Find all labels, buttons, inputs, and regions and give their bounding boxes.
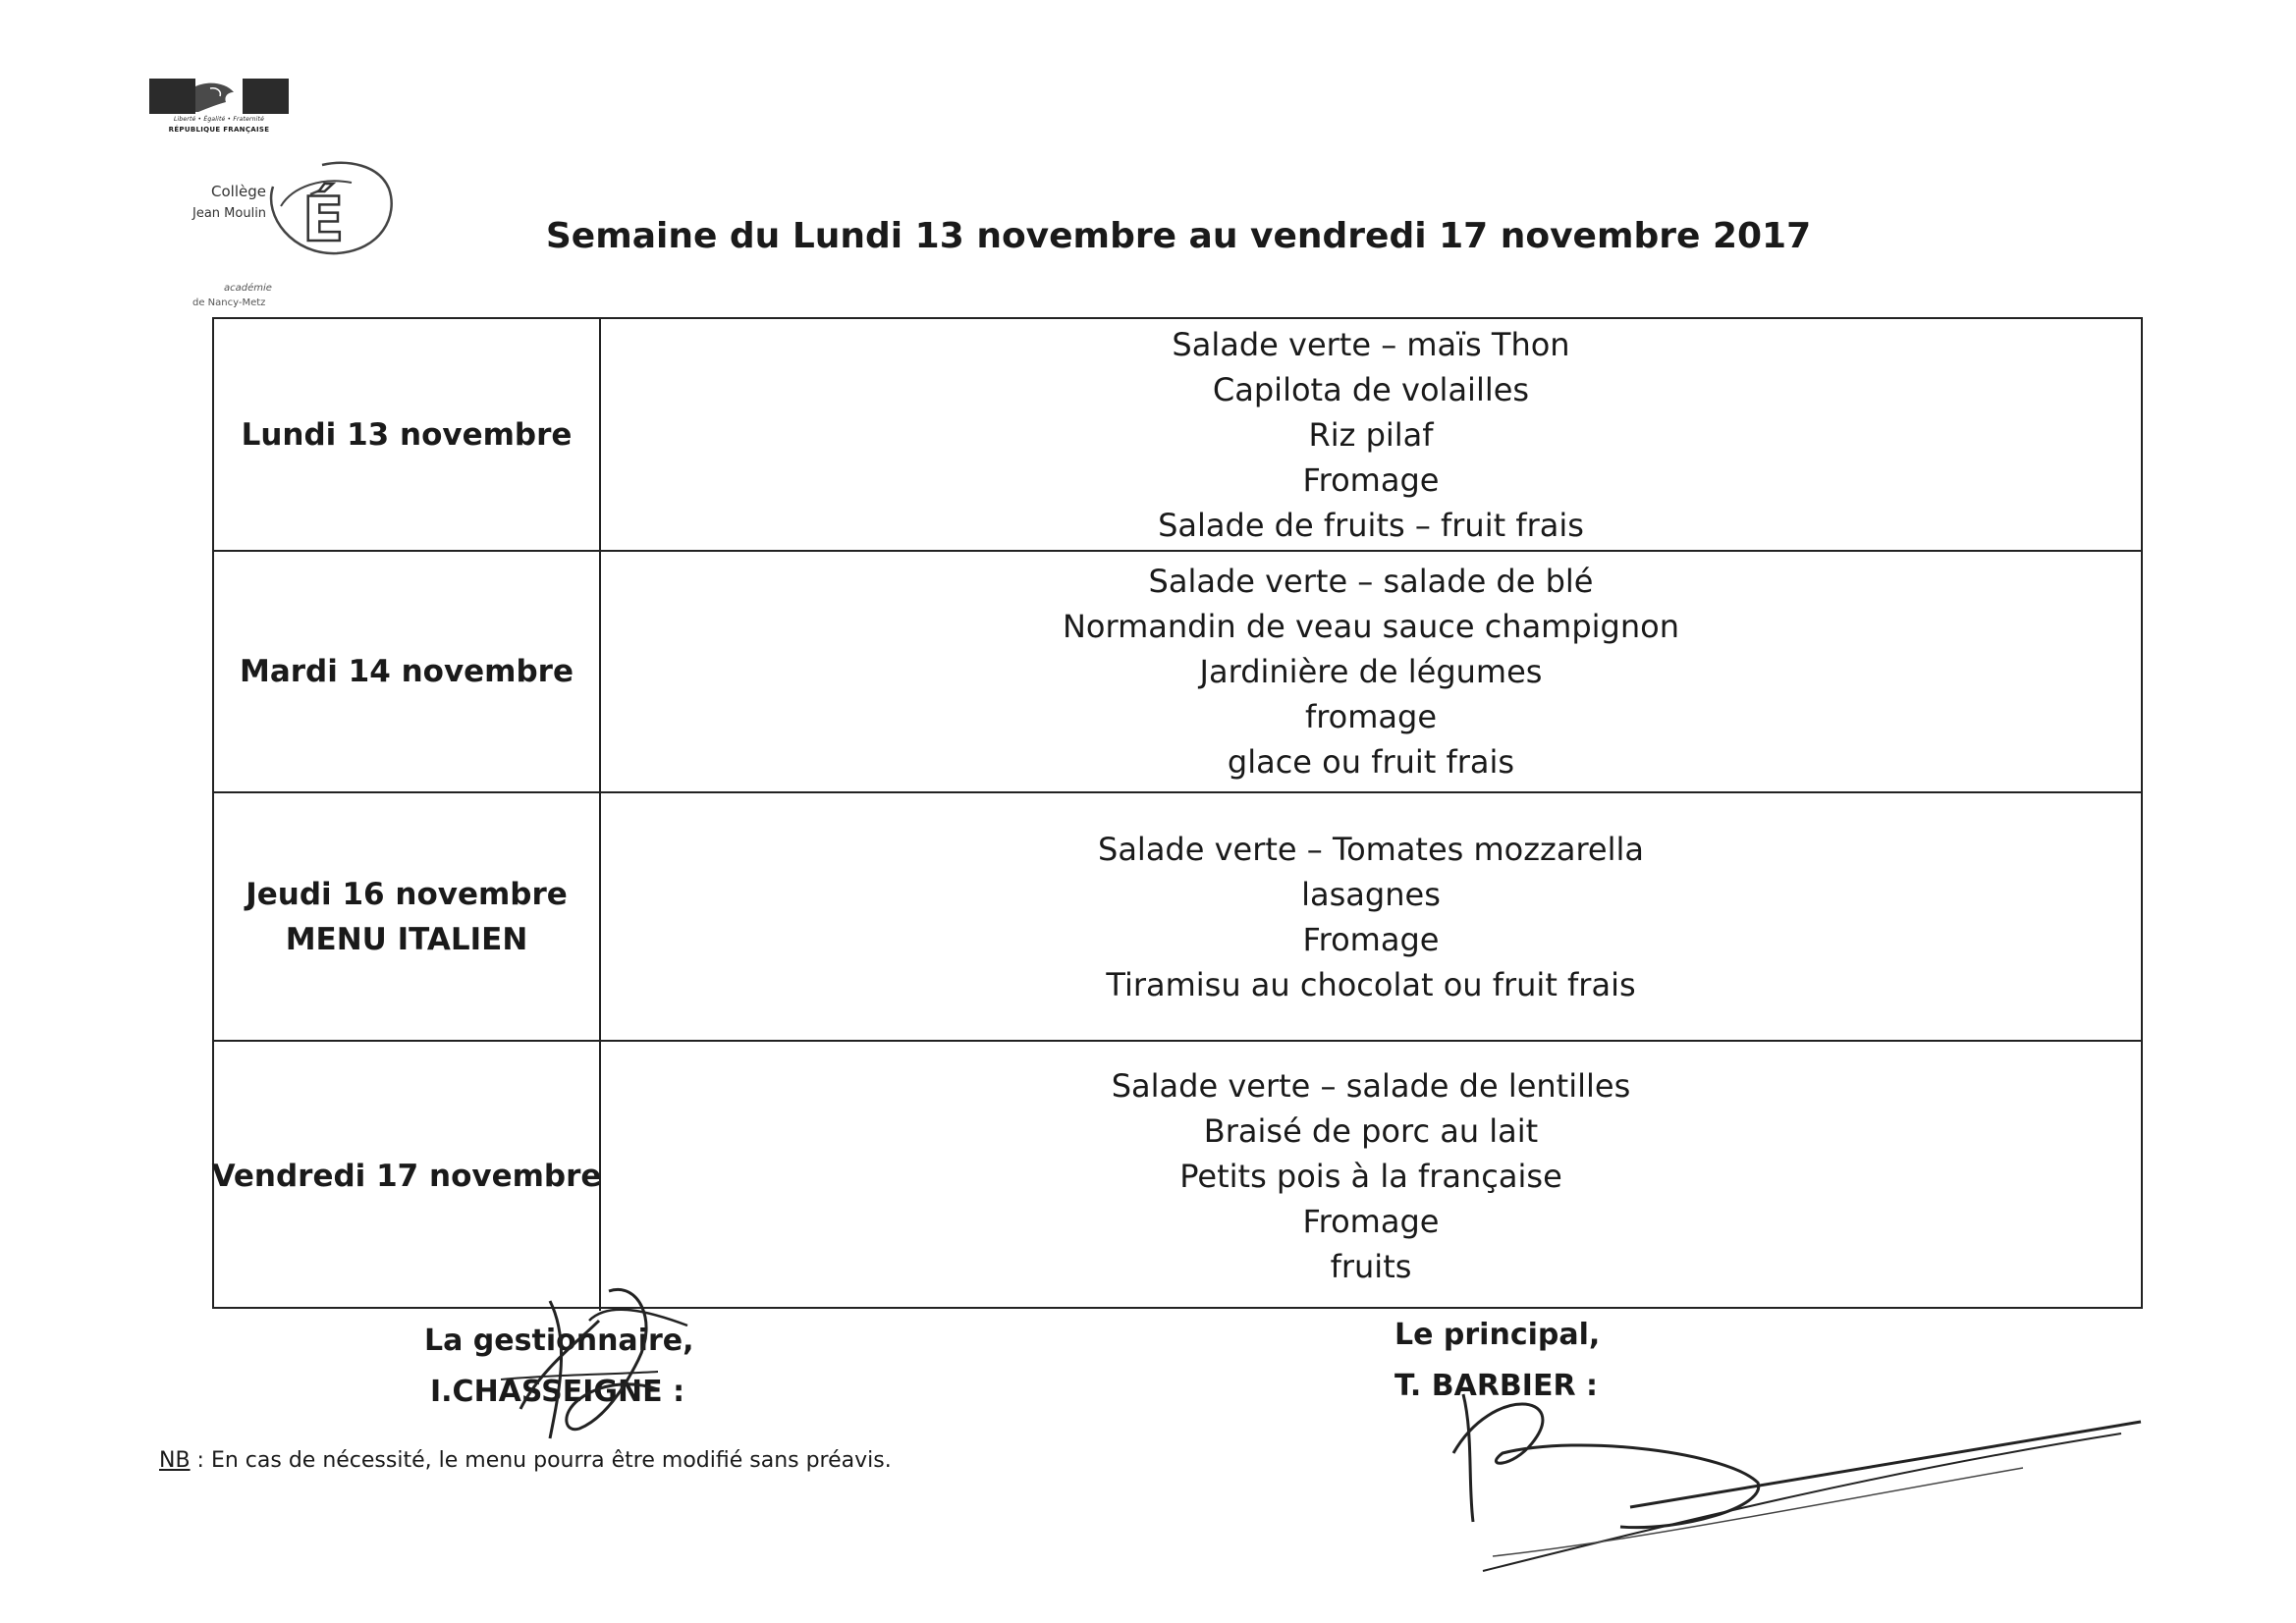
dishes-cell — [601, 319, 2141, 550]
dish-item: Salade verte – salade de blé — [1148, 563, 1594, 600]
dish-item: Fromage — [1302, 460, 1440, 499]
dish-item: Jardinière de légumes — [1199, 653, 1543, 690]
dish-item: Capilota de volailles — [1212, 370, 1530, 408]
dish-item: Braisé de porc au lait — [1203, 1112, 1539, 1150]
day-label: Vendredi 17 novembre — [211, 1159, 602, 1194]
page-title: Semaine du Lundi 13 novembre au vendredi 17 novembre 2017 — [545, 216, 1812, 256]
academy-label: académie — [224, 283, 272, 294]
table-row — [211, 1042, 2141, 1311]
dish-item: Salade verte – maïs Thon — [1172, 325, 1570, 363]
day-theme-label: MENU ITALIEN — [285, 921, 528, 957]
dish-item: Salade verte – salade de lentilles — [1111, 1067, 1631, 1105]
manager-signature-scribble-icon — [491, 1281, 707, 1448]
table-row — [214, 552, 2141, 793]
dish-item: fruits — [1330, 1248, 1412, 1285]
education-emblem-icon — [253, 147, 401, 265]
day-label: Mardi 14 novembre — [239, 654, 574, 689]
republic-motto: Liberté • Égalité • Fraternité — [173, 116, 264, 123]
dish-item: fromage — [1304, 698, 1438, 735]
academy-name: de Nancy-Metz — [192, 298, 266, 308]
dish-item: Fromage — [1302, 1203, 1440, 1240]
college-name: Jean Moulin — [192, 206, 267, 221]
day-cell — [214, 793, 601, 1040]
dish-item: Normandin de veau sauce champignon — [1062, 608, 1679, 645]
day-label: Jeudi 16 novembre — [246, 876, 568, 912]
dish-item: Fromage — [1302, 920, 1440, 958]
footnote-label: NB — [159, 1448, 191, 1473]
dish-item: Salade de fruits – fruit frais — [1158, 506, 1584, 544]
college-label: Collège — [211, 183, 266, 200]
table-row — [214, 793, 2141, 1042]
table-row — [214, 319, 2141, 552]
day-cell — [214, 552, 601, 791]
manager-role: La gestionnaire, — [424, 1324, 694, 1358]
dish-item: Salade verte – Tomates mozzarella — [1098, 830, 1644, 868]
day-label: Lundi 13 novembre — [241, 416, 573, 453]
republique-francaise-logo — [149, 79, 289, 137]
dishes-cell — [601, 552, 2141, 791]
marianne-flag-icon — [149, 79, 289, 114]
dish-item: Riz pilaf — [1308, 415, 1434, 454]
dishes-cell — [601, 1042, 2141, 1311]
menu-table — [212, 317, 2143, 1309]
dish-item: lasagnes — [1301, 875, 1441, 913]
dish-item: Petits pois à la française — [1179, 1158, 1562, 1195]
dishes-cell — [601, 793, 2141, 1040]
republic-name: RÉPUBLIQUE FRANÇAISE — [168, 126, 270, 134]
day-cell — [211, 1042, 602, 1311]
principal-role: Le principal, — [1394, 1318, 1601, 1352]
footnote-text: : En cas de nécessité, le menu pourra être modifié sans préavis. — [190, 1448, 892, 1473]
dish-item: glace ou fruit frais — [1227, 743, 1515, 781]
footnote — [159, 1448, 892, 1473]
emblem-letter: É — [302, 184, 345, 255]
dish-item: Tiramisu au chocolat ou fruit frais — [1106, 965, 1636, 1003]
day-cell — [214, 319, 601, 550]
principal-signature-scribble-icon — [1434, 1375, 2160, 1581]
manager-name: I.CHASSEIGNE : — [430, 1375, 685, 1409]
principal-name: T. BARBIER : — [1394, 1369, 1598, 1403]
